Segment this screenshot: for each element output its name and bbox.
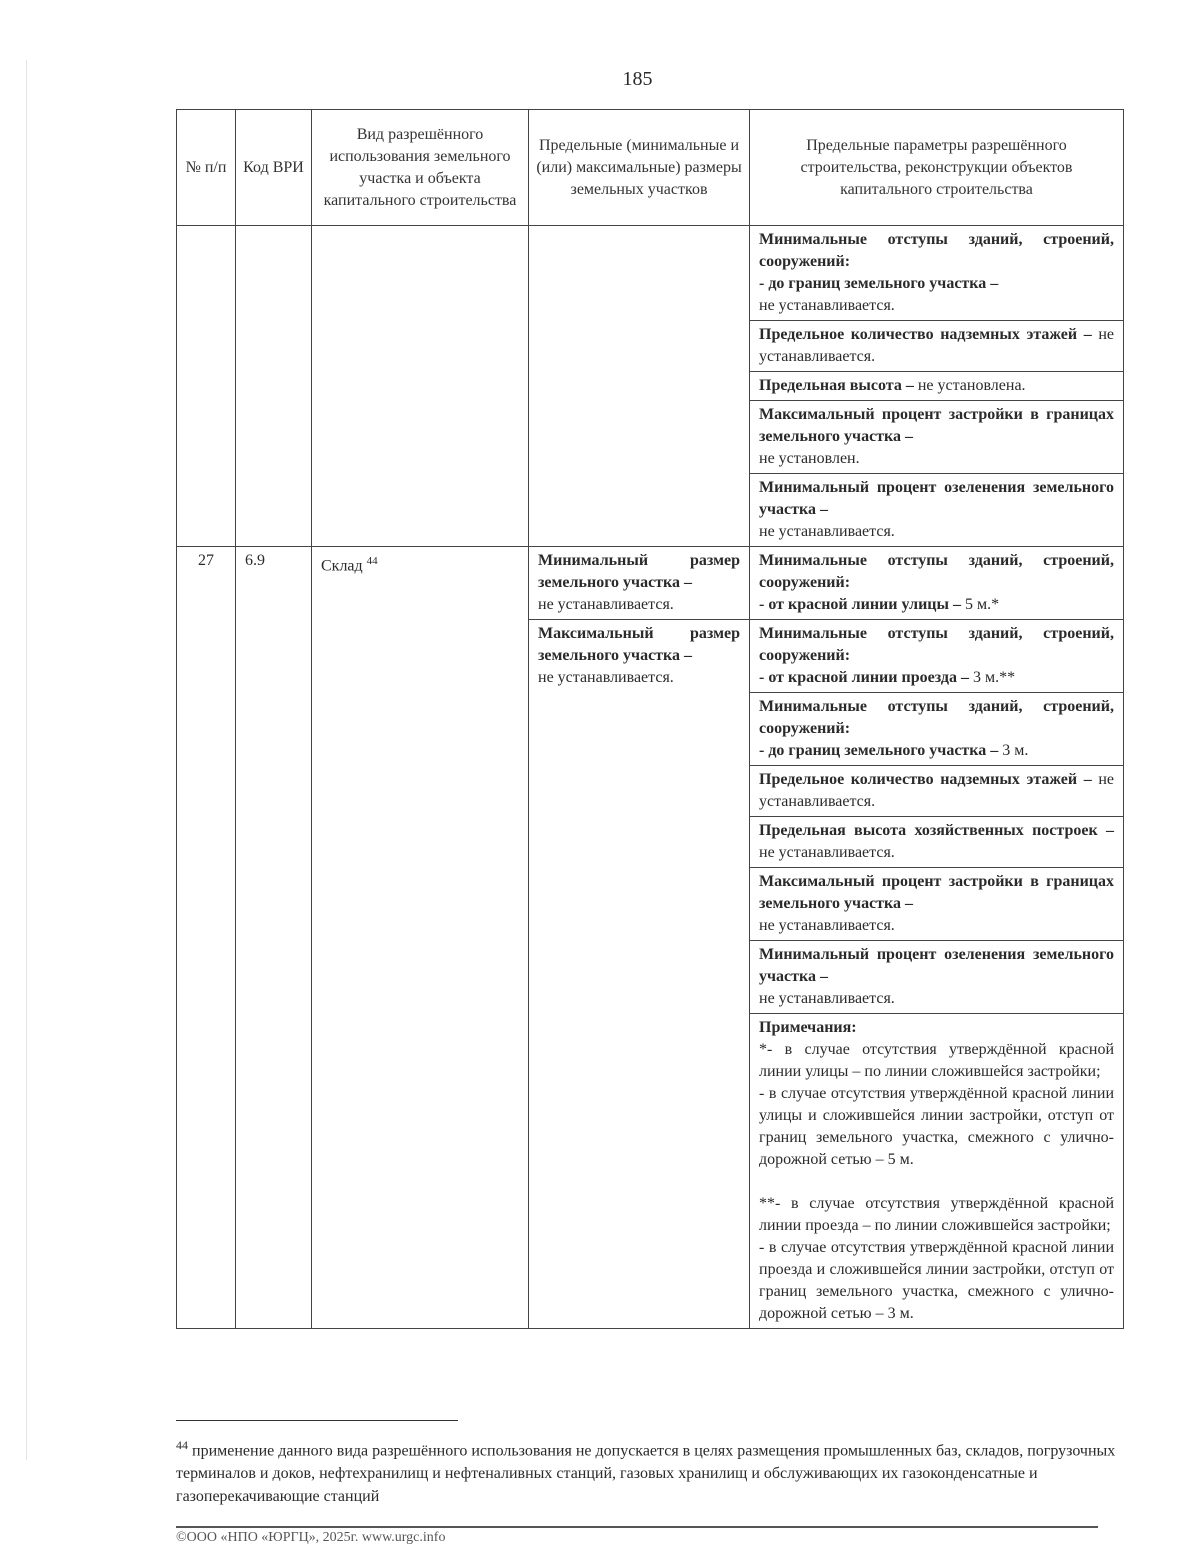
notes-title: Примечания: — [759, 1019, 857, 1036]
footnote — [176, 1434, 1126, 1508]
header-use-type: Вид разрешённого использования земельного участка и объекта капитального строительства — [312, 110, 529, 226]
max-size-cell: Максимальный размер земельного участка – не устанавливается. — [529, 620, 750, 1329]
param-cell: Минимальный процент озеленения земельного участка – не устанавливается. — [750, 474, 1124, 547]
param-cell: Минимальный процент озеленения земельного участка – не устанавливается. — [750, 941, 1124, 1014]
note-paragraph: - в случае отсутствия утверждённой красной линии улицы и сложившейся линии застройки, отступ от границ земельного участка, смежного с улично-дорожной сетью – 5 м. — [759, 1085, 1114, 1168]
empty-cell — [177, 226, 236, 547]
note-paragraph: *- в случае отсутствия утверждённой красной линии улицы – по линии сложившейся застройки; — [759, 1041, 1114, 1080]
param-cell: Минимальные отступы зданий, строений, сооружений: - от красной линии улицы – 5 м.* — [750, 547, 1124, 620]
footnote-mark: 44 — [176, 1438, 188, 1452]
empty-cell — [236, 226, 312, 547]
footnote-text: применение данного вида разрешённого использования не допускается в целях размещения промышленных баз, складов, погрузочных терминалов и доков, нефтехранилищ и нефтеналивных станций, газовых хранилищ и обслуживающих их газоконденсатные и газоперекачивающие станций — [176, 1442, 1116, 1506]
scan-edge-artifact — [26, 60, 27, 1460]
header-parameters: Предельные параметры разрешённого строительства, реконструкции объектов капитального строительства — [750, 110, 1124, 226]
footnote-separator — [176, 1420, 458, 1421]
param-cell: Минимальные отступы зданий, строений, сооружений: - от красной линии проезда – 3 м.** — [750, 620, 1124, 693]
param-cell: Предельная высота – не установлена. — [750, 372, 1124, 401]
table-row — [177, 226, 1124, 321]
param-cell: Предельное количество надземных этажей – не устанавливается. — [750, 321, 1124, 372]
row-code: 6.9 — [236, 547, 312, 1329]
page-number: 185 — [622, 68, 653, 90]
note-paragraph: **- в случае отсутствия утверждённой красной линии проезда – по линии сложившейся застройки; — [759, 1195, 1114, 1234]
param-cell: Максимальный процент застройки в границах земельного участка – не устанавливается. — [750, 868, 1124, 941]
param-cell: Минимальные отступы зданий, строений, сооружений: - до границ земельного участка – не устанавливается. — [750, 226, 1124, 321]
min-size-cell: Минимальный размер земельного участка – не устанавливается. — [529, 547, 750, 620]
param-cell: Предельное количество надземных этажей – не устанавливается. — [750, 766, 1124, 817]
footnote-ref: 44 — [366, 555, 378, 567]
param-cell: Предельная высота хозяйственных построек – не устанавливается. — [750, 817, 1124, 868]
footer-rule — [176, 1526, 1098, 1528]
header-plot-size: Предельные (минимальные и (или) максимальные) размеры земельных участков — [529, 110, 750, 226]
header-number: № п/п — [177, 110, 236, 226]
table-header-row — [177, 110, 1124, 226]
row-use-name: Склад $^{44}$ — [312, 547, 529, 1329]
empty-cell — [312, 226, 529, 547]
copyright: ©ООО «НПО «ЮРГЦ», 2025г. www.urgc.info — [176, 1530, 446, 1545]
notes-cell — [750, 1014, 1124, 1329]
param-cell: Максимальный процент застройки в границах земельного участка – не установлен. — [750, 401, 1124, 474]
empty-cell — [529, 226, 750, 547]
note-paragraph: - в случае отсутствия утверждённой красной линии проезда и сложившейся линии застройки, отступ от границ земельного участка, смежного с улично-дорожной сетью – 3 м. — [759, 1239, 1114, 1322]
header-code: Код ВРИ — [236, 110, 312, 226]
row-number: 27 — [177, 547, 236, 1329]
zoning-table — [176, 109, 1124, 1329]
param-cell: Минимальные отступы зданий, строений, сооружений: - до границ земельного участка – 3 м. — [750, 693, 1124, 766]
table-row — [177, 547, 1124, 620]
